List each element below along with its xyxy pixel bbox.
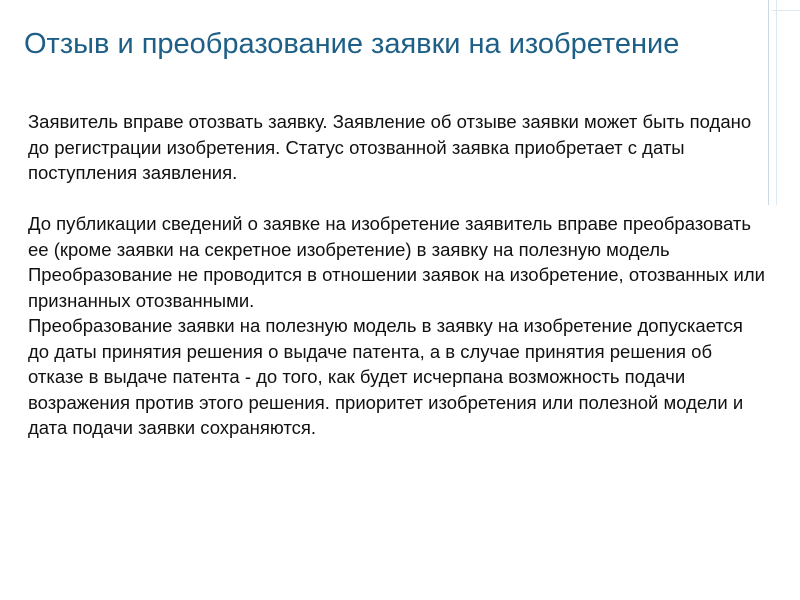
decorative-line xyxy=(772,10,800,11)
paragraph-conversion-right: До публикации сведений о заявке на изобретение заявитель вправе преобразовать ее (кроме заявки на секретное изобретение) в заявку на полезную модель xyxy=(28,213,751,260)
paragraph-withdrawal: Заявитель вправе отозвать заявку. Заявление об отзыве заявки может быть подано до регистрации изобретения. Статус отозванной заявка приобретает с даты поступления заявления. xyxy=(28,111,752,183)
paragraph-conversion-utility-model: Преобразование заявки на полезную модель в заявку на изобретение допускается до даты принятия решения о выдаче патента, а в случае принятия решения об отказе в выдаче патента - до того, как будет исчерпана возможность подачи возражения против этого решения. приоритет изобретения или полезной модели и дата подачи заявки сохраняются. xyxy=(28,315,744,438)
paragraph-conversion-restriction: Преобразование не проводится в отношении заявок на изобретение, отозванных или признанных отозванными. xyxy=(28,264,766,311)
slide-title: Отзыв и преобразование заявки на изобретение xyxy=(24,28,680,60)
slide-body xyxy=(28,109,768,441)
